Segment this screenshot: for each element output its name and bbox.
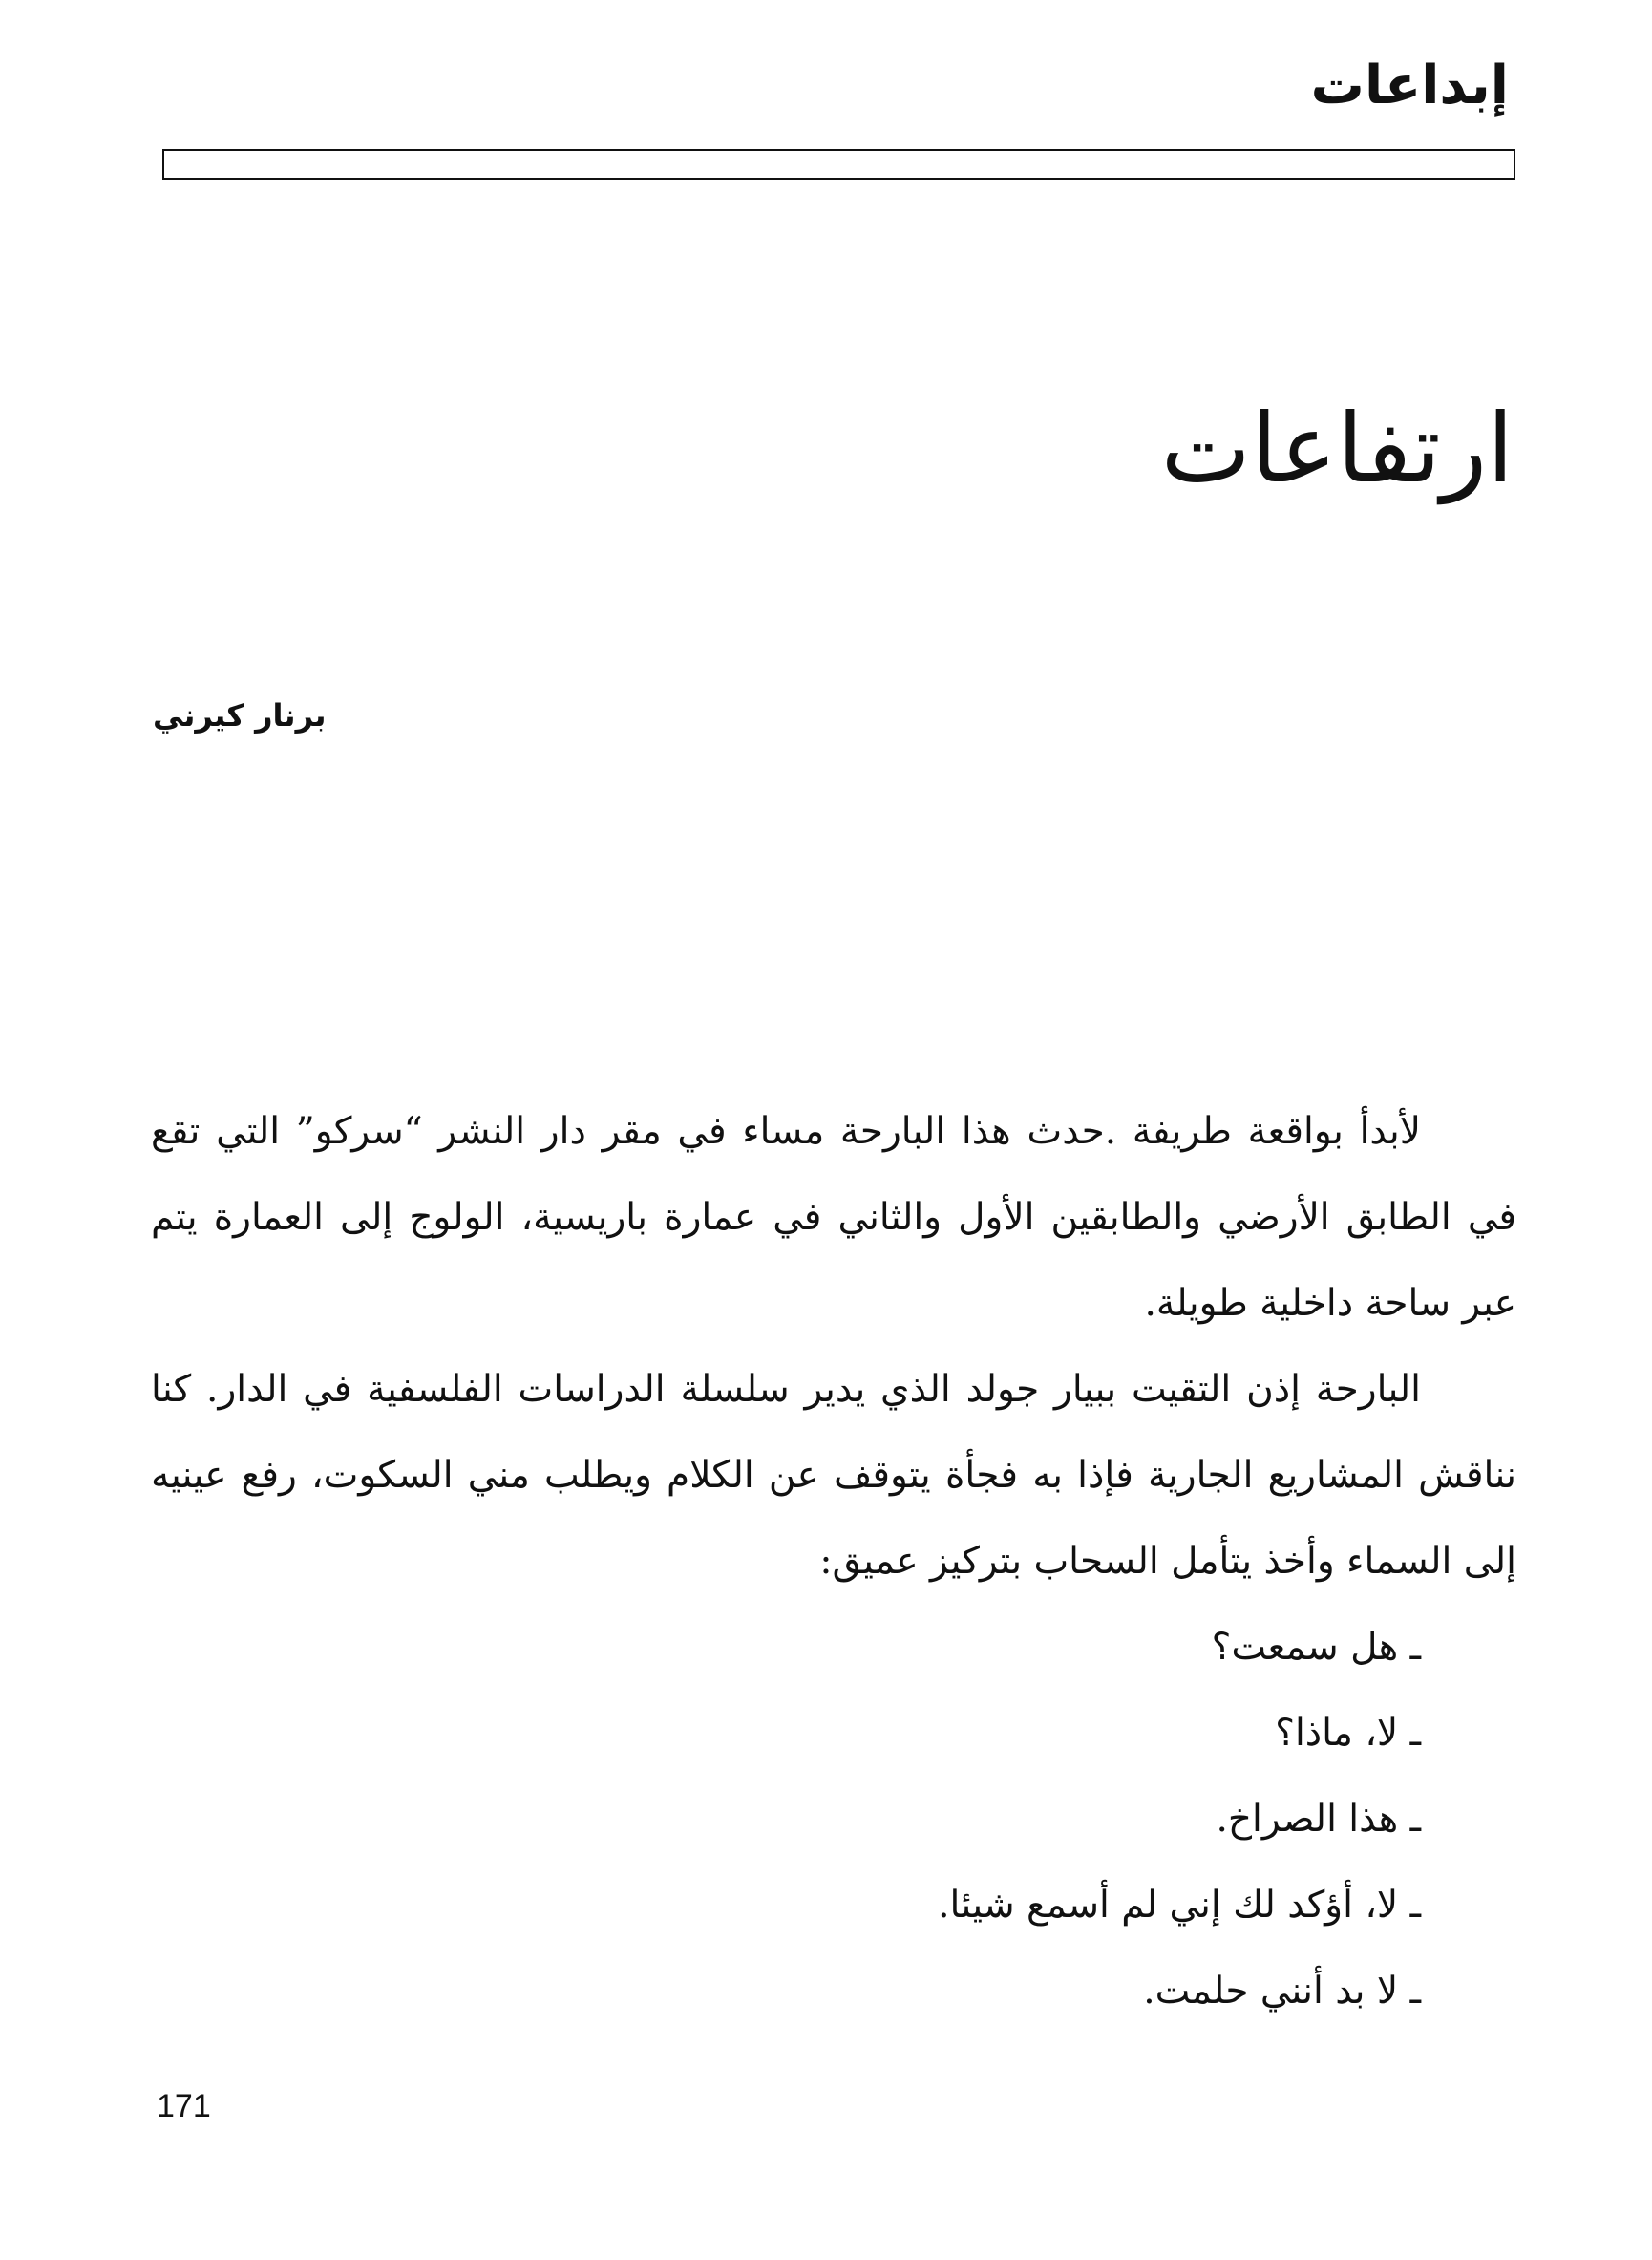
author-name: برنار كيرني [153,697,327,734]
section-label: إبداعات [1310,54,1509,117]
dialogue-line: ـ لا، أؤكد لك إني لم أسمع شيئا. [938,1884,1421,1927]
article-body [151,1089,1516,2035]
header-rule-box [162,149,1515,180]
page-number: 171 [157,2088,211,2124]
article-title: ارتفاعات [1160,393,1514,504]
dialogue-line: ـ هل سمعت؟ [1211,1626,1421,1669]
paragraph: لأبدأ بواقعة طريفة .حدث هذا البارحة مساء في مقر دار النشر “سركو” التي تقع في الطابق الأرضي والطابقين الأول والثاني في عمارة باريسية، الولوج إلى العمارة يتم عبر ساحة داخلية طويلة. [151,1110,1516,1325]
dialogue-line: ـ هذا الصراخ. [1216,1798,1421,1841]
dialogue-list [151,1605,1516,2035]
dialogue-line: ـ لا بد أنني حلمت. [1143,1970,1421,2013]
dialogue-line: ـ لا، ماذا؟ [1275,1712,1421,1755]
paragraph: البارحة إذن التقيت ببيار جولد الذي يدير سلسلة الدراسات الفلسفية في الدار. كنا نناقش المشاريع الجارية فإذا به فجأة يتوقف عن الكلام ويطلب مني السكوت، رفع عينيه إلى السماء وأخذ يتأمل السحاب بتركيز عميق: [151,1368,1516,1583]
